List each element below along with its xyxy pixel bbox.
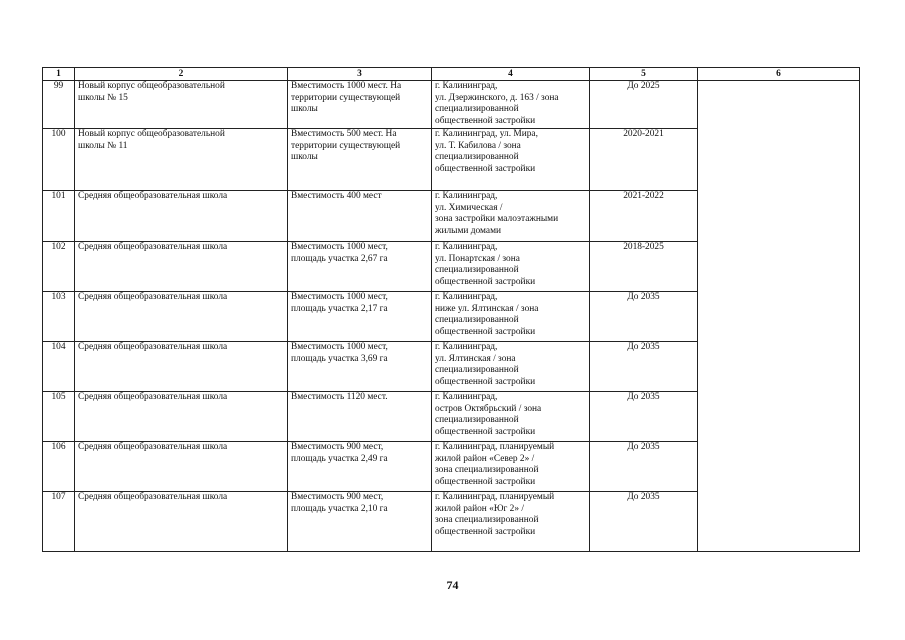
period: 2018-2025 bbox=[590, 242, 698, 292]
period: До 2035 bbox=[590, 392, 698, 442]
location: г. Калининград, ул. Ялтинская / зона специализированной общественной застройки bbox=[432, 342, 590, 392]
header-col-6: 6 bbox=[698, 68, 860, 81]
row-number: 107 bbox=[43, 492, 75, 552]
row-number: 106 bbox=[43, 442, 75, 492]
table-body bbox=[43, 81, 860, 552]
row-number: 103 bbox=[43, 292, 75, 342]
period: До 2035 bbox=[590, 492, 698, 552]
header-col-2: 2 bbox=[75, 68, 288, 81]
location: г. Калининград, ул. Химическая / зона застройки малоэтажными жилыми домами bbox=[432, 191, 590, 242]
location: г. Калининград, ул. Мира, ул. Т. Кабилова / зона специализированной общественной застройки bbox=[432, 129, 590, 191]
table-header bbox=[43, 68, 860, 81]
object-name: Средняя общеобразовательная школа bbox=[75, 242, 288, 292]
period: До 2035 bbox=[590, 342, 698, 392]
capacity: Вместимость 1000 мест, площадь участка 2,17 га bbox=[288, 292, 432, 342]
period: До 2025 bbox=[590, 81, 698, 129]
location: г. Калининград, ул. Понартская / зона специализированной общественной застройки bbox=[432, 242, 590, 292]
capacity: Вместимость 1000 мест. На территории существующей школы bbox=[288, 81, 432, 129]
object-name: Средняя общеобразовательная школа bbox=[75, 392, 288, 442]
capacity: Вместимость 1000 мест, площадь участка 2,67 га bbox=[288, 242, 432, 292]
page-number: 74 bbox=[446, 578, 459, 592]
object-name: Средняя общеобразовательная школа bbox=[75, 191, 288, 242]
header-row bbox=[43, 68, 860, 81]
location: г. Калининград, планируемый жилой район «Север 2» / зона специализированной общественной застройки bbox=[432, 442, 590, 492]
header-col-5: 5 bbox=[590, 68, 698, 81]
location: г. Калининград, остров Октябрьский / зона специализированной общественной застройки bbox=[432, 392, 590, 442]
object-name: Новый корпус общеобразовательной школы № 11 bbox=[75, 129, 288, 191]
object-name: Средняя общеобразовательная школа bbox=[75, 442, 288, 492]
capacity: Вместимость 900 мест, площадь участка 2,10 га bbox=[288, 492, 432, 552]
period: До 2035 bbox=[590, 292, 698, 342]
period: 2020-2021 bbox=[590, 129, 698, 191]
period: 2021-2022 bbox=[590, 191, 698, 242]
schools-table bbox=[42, 67, 860, 552]
object-name: Средняя общеобразовательная школа bbox=[75, 492, 288, 552]
capacity: Вместимость 900 мест, площадь участка 2,49 га bbox=[288, 442, 432, 492]
location: г. Калининград, ниже ул. Ялтинская / зона специализированной общественной застройки bbox=[432, 292, 590, 342]
capacity: Вместимость 1000 мест, площадь участка 3,69 га bbox=[288, 342, 432, 392]
object-name: Новый корпус общеобразовательной школы № 15 bbox=[75, 81, 288, 129]
row-number: 102 bbox=[43, 242, 75, 292]
header-col-3: 3 bbox=[288, 68, 432, 81]
row-number: 105 bbox=[43, 392, 75, 442]
table-row bbox=[43, 81, 860, 129]
object-name: Средняя общеобразовательная школа bbox=[75, 342, 288, 392]
row-number: 99 bbox=[43, 81, 75, 129]
location: г. Калининград, планируемый жилой район «Юг 2» / зона специализированной общественной застройки bbox=[432, 492, 590, 552]
header-col-1: 1 bbox=[43, 68, 75, 81]
capacity: Вместимость 1120 мест. bbox=[288, 392, 432, 442]
capacity: Вместимость 400 мест bbox=[288, 191, 432, 242]
notes-cell bbox=[698, 81, 860, 552]
header-col-4: 4 bbox=[432, 68, 590, 81]
period: До 2035 bbox=[590, 442, 698, 492]
row-number: 100 bbox=[43, 129, 75, 191]
row-number: 101 bbox=[43, 191, 75, 242]
object-name: Средняя общеобразовательная школа bbox=[75, 292, 288, 342]
capacity: Вместимость 500 мест. На территории существующей школы bbox=[288, 129, 432, 191]
location: г. Калининград, ул. Дзержинского, д. 163 / зона специализированной общественной застройки bbox=[432, 81, 590, 129]
row-number: 104 bbox=[43, 342, 75, 392]
